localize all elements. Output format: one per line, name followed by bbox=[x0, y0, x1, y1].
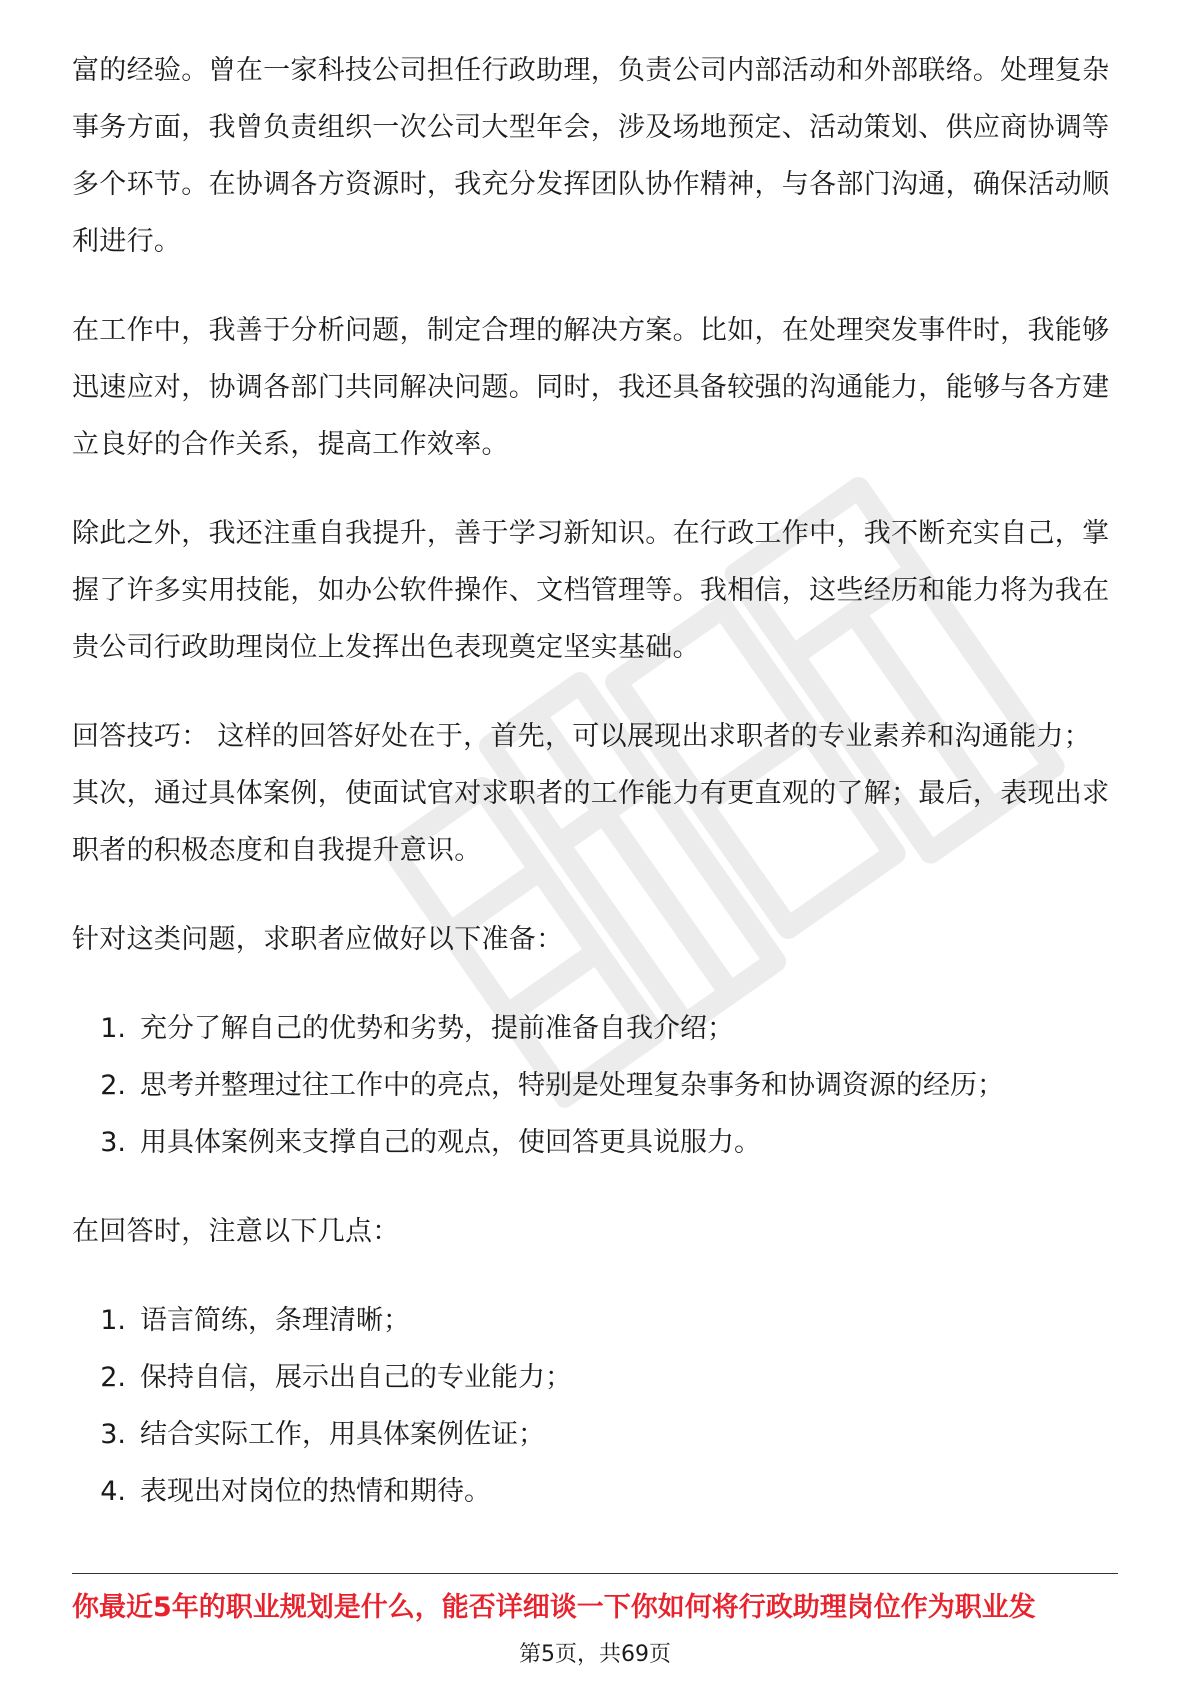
list-item-text: 保持自信，展示出自己的专业能力； bbox=[140, 1362, 572, 1393]
list-number: 3. bbox=[100, 1419, 126, 1450]
list-number: 1. bbox=[100, 1305, 126, 1336]
list-number: 3. bbox=[100, 1127, 126, 1158]
list-number: 1. bbox=[100, 1013, 126, 1044]
list-item-text: 结合实际工作，用具体案例佐证； bbox=[140, 1419, 545, 1450]
paragraph-experience: 富的经验。曾在一家科技公司担任行政助理，负责公司内部活动和外部联络。处理复杂事务方面，我曾负责组织一次公司大型年会，涉及场地预定、活动策划、供应商协调等多个环节。在协调各方资源时，我充分发挥团队协作精神，与各部门沟通，确保活动顺利进行。 bbox=[72, 55, 1110, 257]
list-item-text: 用具体案例来支撑自己的观点，使回答更具说服力。 bbox=[140, 1127, 761, 1158]
list-item bbox=[72, 1114, 1118, 1171]
list-item bbox=[72, 1000, 1118, 1057]
list-number: 2. bbox=[100, 1070, 126, 1101]
paragraph-answer-tips: 回答技巧： 这样的回答好处在于，首先，可以展现出求职者的专业素养和沟通能力；其次，通过具体案例，使面试官对求职者的工作能力有更直观的了解；最后，表现出求职者的积极态度和自我提升意识。 bbox=[72, 721, 1110, 866]
paragraph-problem-solving: 在工作中，我善于分析问题，制定合理的解决方案。比如，在处理突发事件时，我能够迅速应对，协调各部门共同解决问题。同时，我还具备较强的沟通能力，能够与各方建立良好的合作关系，提高工作效率。 bbox=[72, 315, 1110, 460]
footer-divider bbox=[72, 1573, 1118, 1574]
document-body bbox=[72, 42, 1118, 1552]
list-item-text: 语言简练，条理清晰； bbox=[140, 1305, 410, 1336]
list-item bbox=[72, 1349, 1118, 1406]
tips-list bbox=[72, 1292, 1118, 1520]
list-item bbox=[72, 1406, 1118, 1463]
list-item-text: 思考并整理过往工作中的亮点，特别是处理复杂事务和协调资源的经历； bbox=[140, 1070, 1004, 1101]
list-item bbox=[72, 1292, 1118, 1349]
page-number: 第5页，共69页 bbox=[519, 1642, 671, 1667]
list-item bbox=[72, 1057, 1118, 1114]
paragraph-preparation-intro: 针对这类问题，求职者应做好以下准备： bbox=[72, 924, 564, 955]
list-item-text: 充分了解自己的优势和劣势，提前准备自我介绍； bbox=[140, 1013, 734, 1044]
list-item-text: 表现出对岗位的热情和期待。 bbox=[140, 1476, 491, 1507]
paragraph-tips-intro: 在回答时，注意以下几点： bbox=[72, 1216, 400, 1247]
list-number: 2. bbox=[100, 1362, 126, 1393]
preparation-list bbox=[72, 1000, 1118, 1171]
next-question-heading: 你最近5年的职业规划是什么，能否详细谈一下你如何将行政助理岗位作为职业发 bbox=[72, 1592, 1036, 1623]
list-item bbox=[72, 1463, 1118, 1520]
paragraph-self-improvement: 除此之外，我还注重自我提升，善于学习新知识。在行政工作中，我不断充实自己，掌握了许多实用技能，如办公软件操作、文档管理等。我相信，这些经历和能力将为我在贵公司行政助理岗位上发挥出色表现奠定坚实基础。 bbox=[72, 518, 1110, 663]
list-number: 4. bbox=[100, 1476, 126, 1507]
